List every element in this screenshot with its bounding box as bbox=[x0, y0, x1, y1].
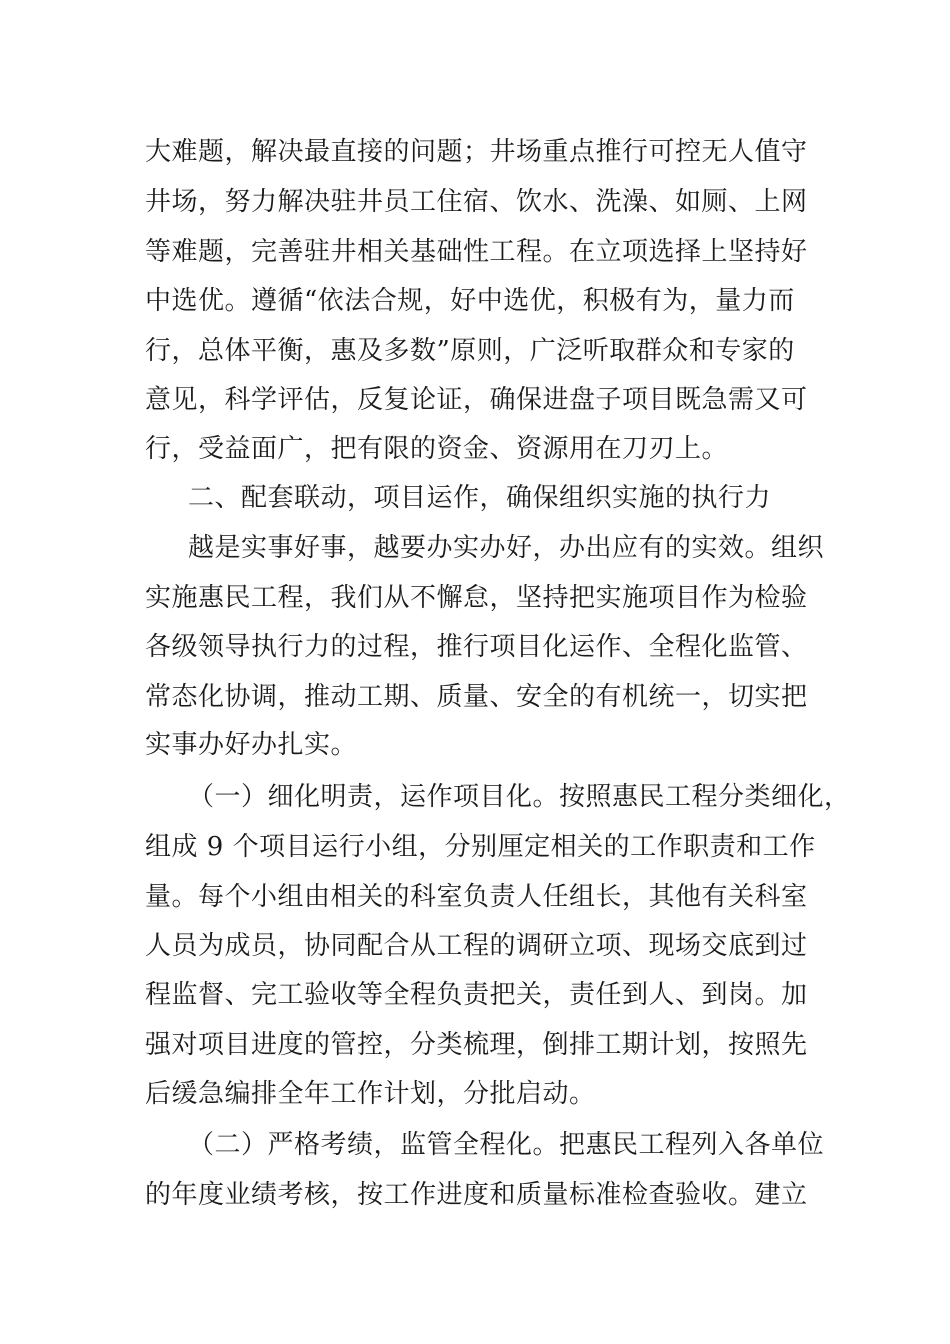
text-line-2: 井场，努力解决驻井员工住宿、饮水、洗澡、如厕、上网 bbox=[145, 187, 808, 217]
text-line-1: 大难题，解决最直接的问题；井场重点推行可控无人值守 bbox=[145, 137, 808, 167]
text-line-4: 中选优。遵循“依法合规，好中选优，积极有为，量力而 bbox=[145, 286, 795, 316]
text-line-18: 程监督、完工验收等全程负责把关，责任到人、到岗。加 bbox=[145, 980, 808, 1010]
subsection-two-start: （二）严格考绩，监管全程化。把惠民工程列入各单位 bbox=[188, 1130, 825, 1160]
text-line-15: 组成 9 个项目运行小组，分别厘定相关的工作职责和工作 bbox=[145, 832, 816, 862]
text-line-22: 的年度业绩考核，按工作进度和质量标准检查验收。建立 bbox=[145, 1180, 808, 1210]
text-line-16: 量。每个小组由相关的科室负责人任组长，其他有关科室 bbox=[145, 882, 808, 912]
text-line-13: 实事办好办扎实。 bbox=[145, 730, 358, 760]
text-line-17: 人员为成员，协同配合从工程的调研立项、现场交底到过 bbox=[145, 931, 808, 961]
text-line-7: 行，受益面广，把有限的资金、资源用在刀刃上。 bbox=[145, 434, 729, 464]
text-line-10: 实施惠民工程，我们从不懈怠，坚持把实施项目作为检验 bbox=[145, 583, 808, 613]
paragraph-start: 越是实事好事，越要办实办好，办出应有的实效。组织 bbox=[188, 533, 825, 563]
section-heading: 二、配套联动，项目运作，确保组织实施的执行力 bbox=[188, 483, 772, 513]
text-line-6: 意见，科学评估，反复论证，确保进盘子项目既急需又可 bbox=[145, 385, 808, 415]
text-line-19: 强对项目进度的管控，分类梳理，倒排工期计划，按照先 bbox=[145, 1030, 808, 1060]
text-line-20: 后缓急编排全年工作计划，分批启动。 bbox=[145, 1079, 596, 1109]
text-line-12: 常态化协调，推动工期、质量、安全的有机统一，切实把 bbox=[145, 682, 808, 712]
text-line-5: 行，总体平衡，惠及多数”原则，广泛听取群众和专家的 bbox=[145, 336, 795, 366]
text-line-11: 各级领导执行力的过程，推行项目化运作、全程化监管、 bbox=[145, 632, 808, 662]
text-line-3: 等难题，完善驻井相关基础性工程。在立项选择上坚持好 bbox=[145, 237, 808, 267]
subsection-one-start: （一）细化明责，运作项目化。按照惠民工程分类细化， bbox=[188, 782, 851, 812]
